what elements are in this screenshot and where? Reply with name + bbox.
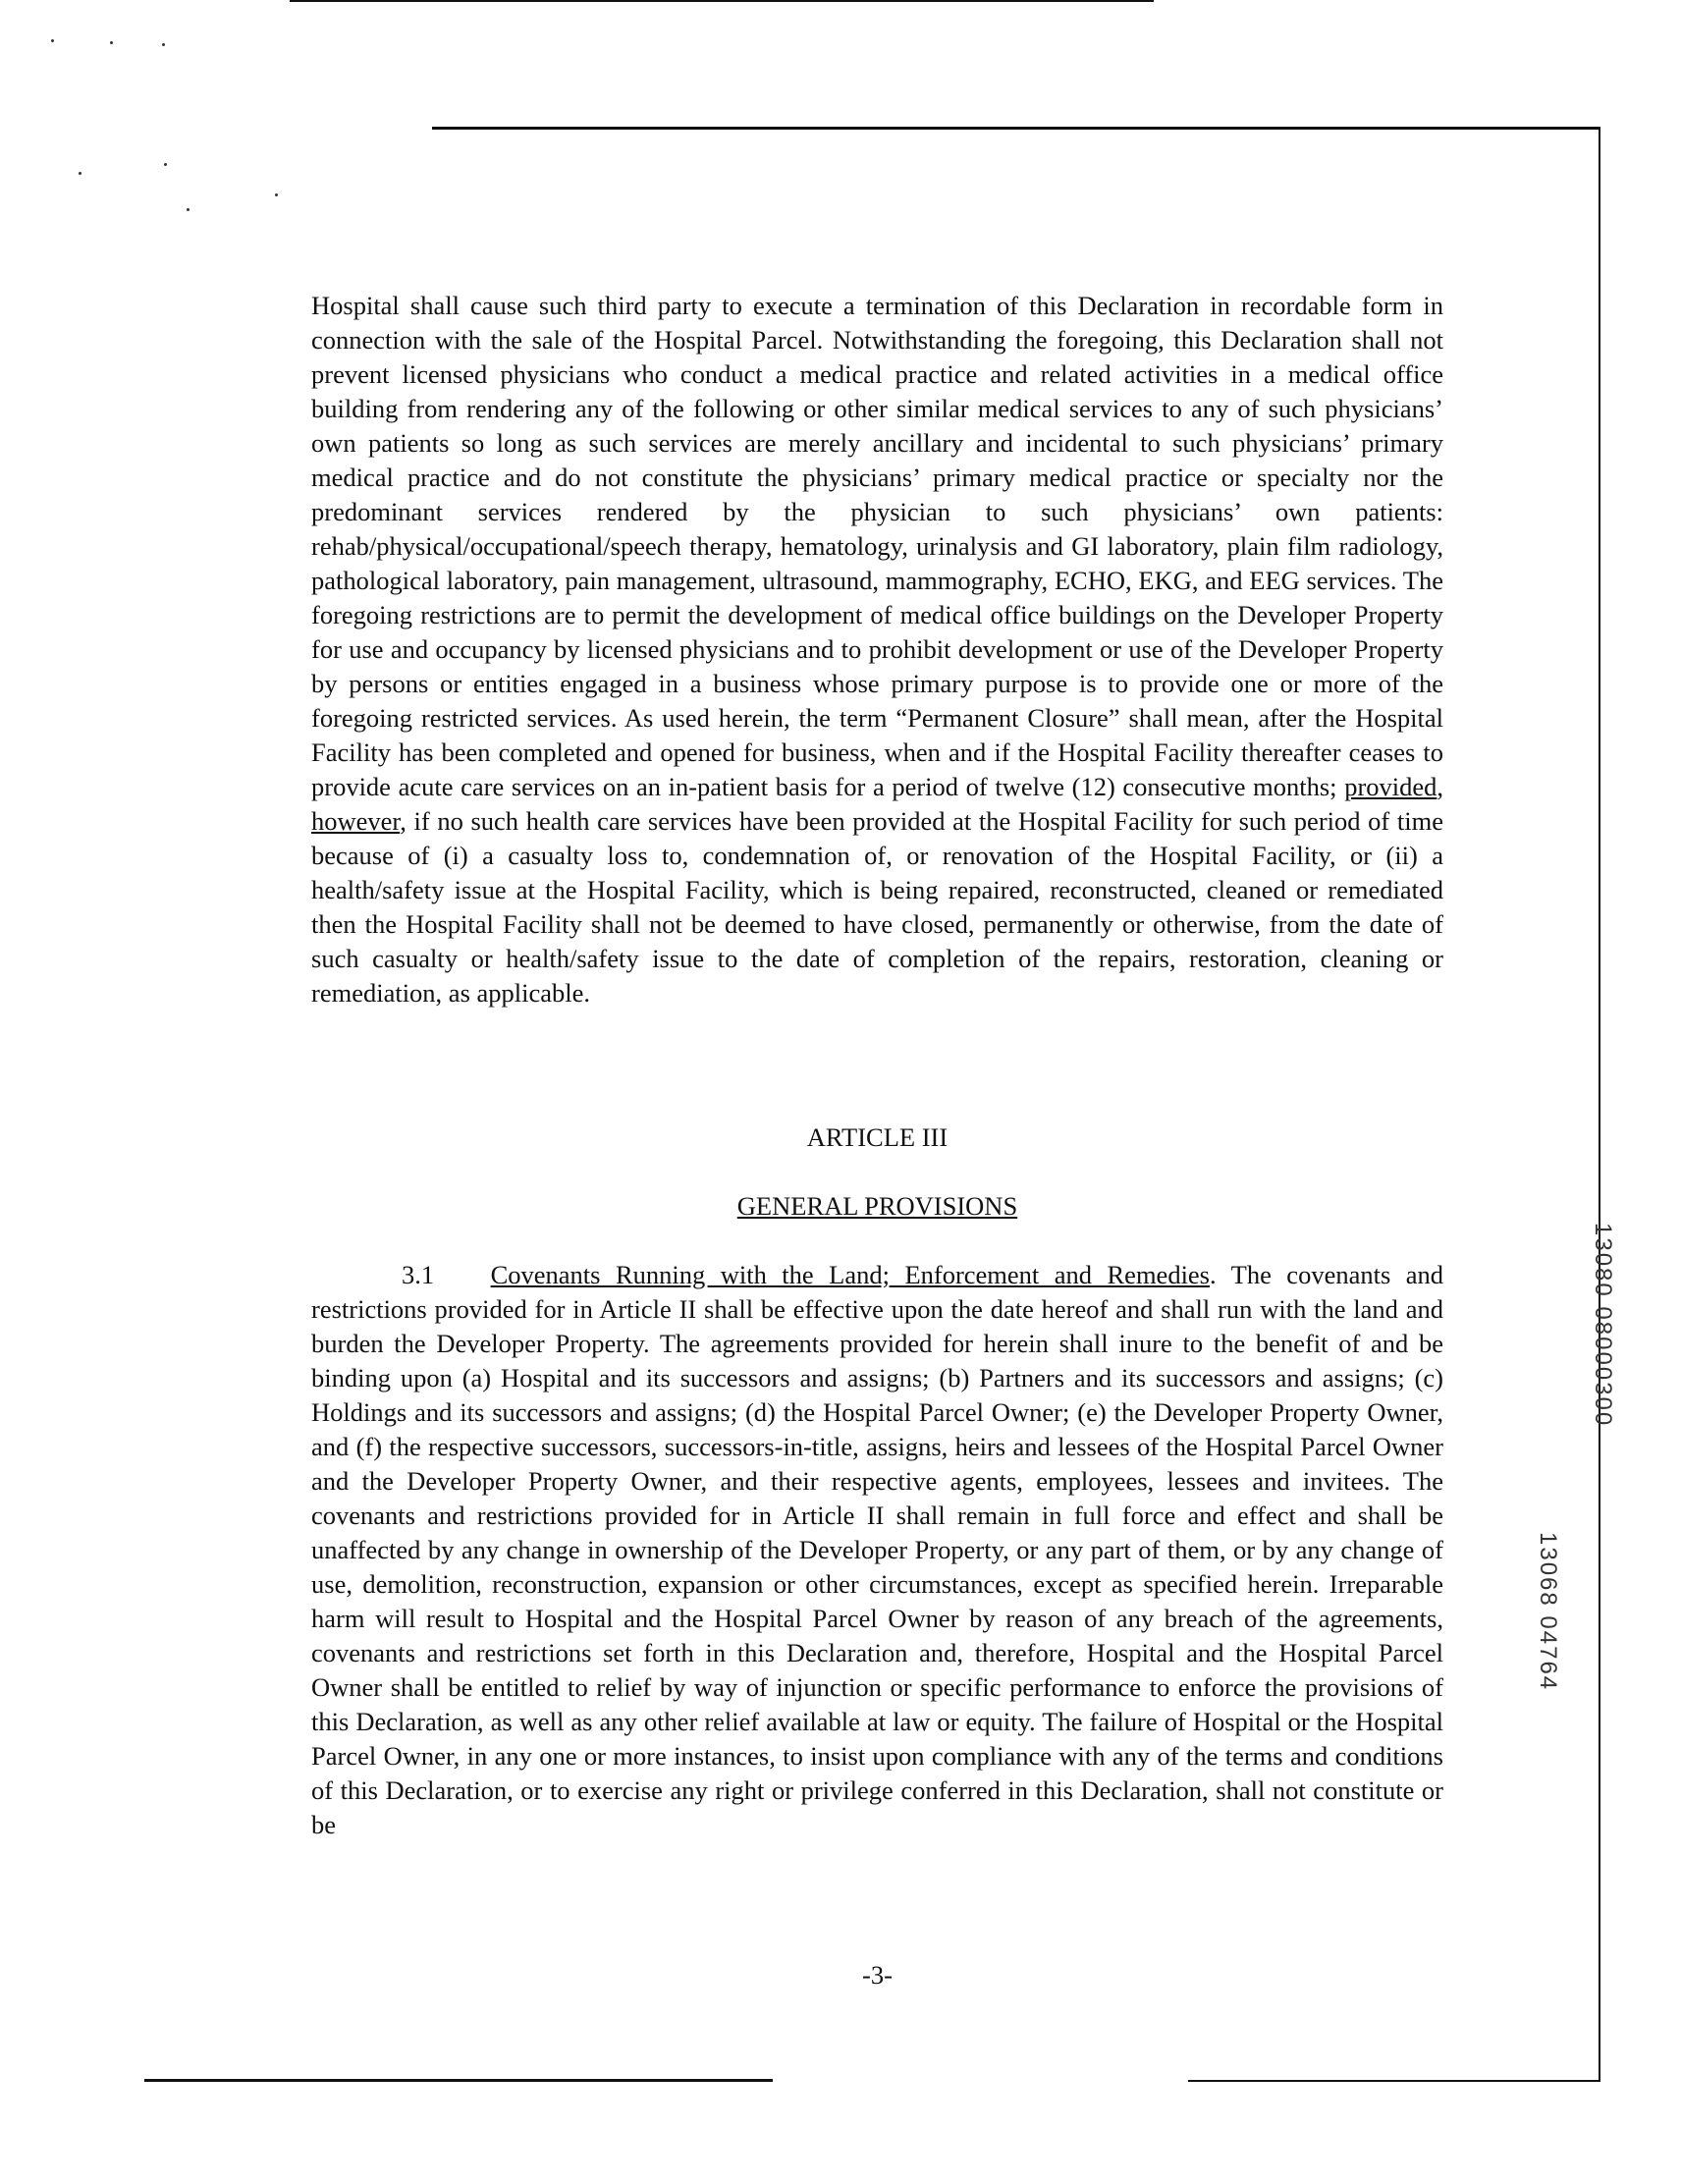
section-number: 3.1 [402,1260,435,1289]
general-provisions-heading: GENERAL PROVISIONS [736,1191,1018,1221]
section-3-1 [311,1258,1443,1842]
provided-term: provided [1344,772,1437,801]
page-number: -3- [862,1960,893,1990]
paragraph-comma: , [1437,772,1444,801]
scan-speck [110,41,113,44]
frame-bottom-border-left [144,2079,773,2082]
article-heading: ARTICLE III [806,1122,949,1152]
frame-right-border [1599,127,1600,2081]
section-heading [311,1189,1443,1224]
scan-speck [164,163,167,166]
section-body: . The covenants and restrictions provided for in Article II shall be effective upon the date hereof and shall run with the land and burden the Developer Property. The agreements provided for herein shall inure to the benefit of and be binding upon (a) Hospital and its successors and assigns; (b) Partners and its successors and assigns; (c) Holdings and its successors and assigns; (d) the Hospital Parcel Owner; (e) the Developer Property Owner, and (f) the respective successors, successors-in-title, assigns, heirs and lessees of the Hospital Parcel Owner and the Developer Property Owner, and their respective agents, employees, lessees and invitees. The covenants and restrictions provided for in Article II shall remain in full force and effect and shall be unaffected by any change in ownership of the Developer Property, or any part of them, or by any change of use, demolition, reconstruction, expansion or other circumstances, except as specified herein. Irreparable harm will result to Hospital and the Hospital Parcel Owner by reason of any breach of the agreements, covenants and restrictions set forth in this Declaration and, therefore, Hospital and the Hospital Parcel Owner shall be entitled to relief by way of injunction or specific performance to enforce the provisions of this Declaration, as well as any other relief available at law or equity. The failure of Hospital or the Hospital Parcel Owner, in any one or more instances, to insist upon compliance with any of the terms and conditions of this Declaration, or to exercise any right or privilege conferred in this Declaration, shall not constitute or be [311,1260,1444,1839]
top-scan-edge [290,0,1154,2]
margin-stamp-inner: 13068 04764 [1535,1532,1561,1692]
scan-speck [162,43,165,46]
frame-top-border [432,127,1600,130]
however-term: however [311,806,401,836]
section-title: Covenants Running with the Land; Enforcement and Remedies [490,1260,1211,1289]
declaration-paragraph [311,289,1443,1010]
paragraph-text: Hospital shall cause such third party to execute a termination of this Declaration in recordable form in connection with the sale of the Hospital Parcel. Notwithstanding the foregoing, this Declaration shall not prevent licensed physicians who conduct a medical practice and related activities in a medical office building from rendering any of the following or other similar medical services to any of such physicians’ own patients so long as such services are merely ancillary and incidental to such physicians’ primary medical practice and do not constitute the physicians’ primary medical practice or specialty nor the predominant services rendered by the physician to such physicians’ own patients: rehab/physical/occupational/speech therapy, hematology, urinalysis and GI laboratory, plain film radiology, pathological laboratory, pain management, ultrasound, mammography, ECHO, EKG, and EEG services. The foregoing restrictions are to permit the development of medical office buildings on the Developer Property for use and occupancy by licensed physicians and to prohibit development or use of the Developer Property by persons or entities engaged in a business whose primary purpose is to provide one or more of the foregoing restricted services. As used herein, the term “Permanent Closure” shall mean, after the Hospital Facility has been completed and opened for business, when and if the Hospital Facility thereafter ceases to provide acute care services on an in-patient basis for a period of twelve (12) consecutive months; [311,291,1443,801]
frame-bottom-border-right [1188,2080,1600,2082]
paragraph-text-end: , if no such health care services have been provided at the Hospital Facility for such period of time because of (i) a casualty loss to, condemnation of, or renovation of the Hospital Facility, or (ii) a health/safety issue at the Hospital Facility, which is being repaired, reconstructed, cleaned or remediated then the Hospital Facility shall not be deemed to have closed, permanently or otherwise, from the date of such casualty or health/safety issue to the date of completion of the repairs, restoration, cleaning or remediation, as applicable. [311,806,1443,1008]
margin-stamp-outer: 13080 08000300 [1590,1223,1616,1428]
scan-speck [275,193,278,196]
scan-speck [187,208,190,211]
scan-speck [51,39,54,42]
scan-speck [79,172,81,175]
